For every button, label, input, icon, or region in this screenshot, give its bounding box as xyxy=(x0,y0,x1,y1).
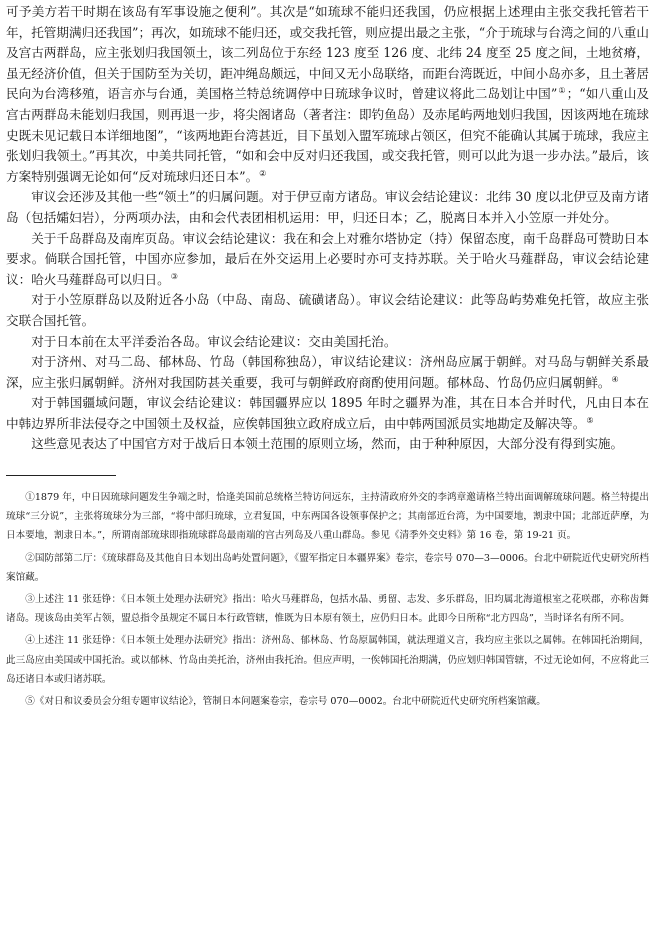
footnote-1 xyxy=(6,488,649,546)
footnote-5 xyxy=(6,692,649,711)
footnote-text: 《对日和议委员会分组专题审议结论》，管制日本问题案卷宗，卷宗号 070—0002。台北中研院近代史研究所档案馆藏。 xyxy=(34,696,546,708)
p1-text-1: 可予美方若干时期在该岛有军事设施之便利”。其次是“如琉球不能归还我国，仍应根据上述理由主张交我托管若干年，托管期满归还我国”；再次，如琉球不能归还，或交我托管，则应提出最之主张，“介于琉球与台湾之间的八重山及宫古两群岛，应主张划归我国领土，该二列岛位于东经 123 度至 126 度、北纬 24 度至 25 度之间，土地贫瘠，虽无经济价值，但关于国防至为关切，距冲绳岛颇远，中间又无小岛联络，而距台湾既近，中间小岛亦多，且土著居民向为台湾移殖，语言亦与台通，美国格兰特总统调停中日琉球争议时，曾建议将此二岛划让中国” xyxy=(6,4,649,102)
footnotes xyxy=(6,488,649,711)
paragraph-p7 xyxy=(6,393,649,434)
p2-text: 审议会还涉及其他一些“领土”的归属问题。对于伊豆南方诸岛。审议会结论建议：北纬 30 度以北伊豆及南方诸岛（包括孀妇岩），分两项办法，由和会代表团相机运用：甲，归还日本；乙，脱离日本并入小笠原一并处分。 xyxy=(6,189,649,225)
p5-text: 对于日本前在太平洋委治各岛。审议会结论建议：交由美国托治。 xyxy=(31,333,397,349)
paragraph-p8 xyxy=(6,434,649,455)
footnote-mark: ② xyxy=(25,552,35,564)
footnote-text: 国防部第二厅：《琉球群岛及其他自日本划出岛屿处置问题》，《盟军指定日本疆界案》卷宗，卷宗号 070—3—0006。台北中研院近代史研究所档案馆藏。 xyxy=(6,552,650,583)
paragraph-p1 xyxy=(6,2,649,187)
footnote-mark: ① xyxy=(25,492,35,504)
paragraph-p3 xyxy=(6,229,649,291)
footnote-2 xyxy=(6,549,649,587)
footnote-mark: ④ xyxy=(25,635,35,647)
footnote-text: 上述注 11 张廷铮：《日本领土处理办法研究》指出：哈火马薤群岛，包括水晶、勇留、志发、多乐群岛，旧均属北海道根室之花咲郡，亦称齿舞诸岛。现该岛由美军占领，盟总指令虽规定不属日本行政管辖，惟既为日本原有领土，应仍归日本。此即今日所称“北方四岛”，当时译名有所不同。 xyxy=(6,594,649,625)
p6-text: 对于济州、对马二岛、郁林岛、竹岛（韩国称独岛），审议结论建议：济州岛应属于朝鲜。对马岛与朝鲜关系最深，应主张归属朝鲜。济州对我国防甚关重要，我可与朝鲜政府商酌使用问题。郁林岛、竹岛仍应归属朝鲜。 xyxy=(6,354,649,390)
footnote-3 xyxy=(6,590,649,628)
paragraph-p4 xyxy=(6,290,649,331)
footnote-text: 上述注 11 张廷铮：《日本领土处理办法研究》指出：济州岛、郁林岛、竹岛原属韩国，就法理道义言，我均应主张以之属韩。在韩国托治期间，此三岛应由美国或中国托治。或以郁林、竹岛由美托治，济州由我托治。但应声明，一俟韩国托治期满，仍应划归韩国管辖，不过无论如何，不应将此三岛还诸日本或归诸苏联。 xyxy=(6,635,649,685)
footnote-4 xyxy=(6,631,649,689)
footnote-ref-3: ③ xyxy=(170,271,178,281)
footnote-ref-2: ② xyxy=(259,168,267,178)
footnote-divider xyxy=(6,475,116,476)
footnote-mark: ③ xyxy=(25,594,35,606)
paragraph-p5 xyxy=(6,332,649,353)
paragraph-p2 xyxy=(6,187,649,228)
p4-text: 对于小笠原群岛以及附近各小岛（中岛、南岛、硫磺诸岛）。审议会结论建议：此等岛屿势难免托管，故应主张交联合国托管。 xyxy=(6,292,649,328)
main-text xyxy=(6,2,649,455)
footnote-ref-4: ④ xyxy=(611,374,619,384)
footnote-ref-1: ① xyxy=(558,86,566,96)
footnote-text: 1879 年，中日因琉球问题发生争端之时，恰逢美国前总统格兰特访问远东，主持清政府外交的李鸿章邀请格兰特出面调解琉球问题。格兰特提出琉球“三分说”，主张将琉球分为三部，“将中部归琉球，立君复国，中东两国各设领事保护之；其南部近台湾，为中国要地，割隶中国；北部近萨摩，为日本要地，割隶日本。”，所谓南部琉球即指琉球群岛最南端的宫古列岛及八重山群岛。参见《清季外交史料》第 16 卷，第 19-21 页。 xyxy=(6,492,650,542)
p8-text: 这些意见表达了中国官方对于战后日本领土范围的原则立场，然而，由于种种原因，大部分没有得到实施。 xyxy=(31,436,624,452)
p1-text-2: ；“如八重山及宫古两群岛未能划归我国，则再退一步，将尖阁诸岛（著者注：即钓鱼岛）及赤尾屿两地划归我国，因该两地在琉球史既未见记载日本详细地图”，“该两地距台湾甚近，目下虽划入盟军琉球占领区，但究不能确认其属于琉球，我应主张划归我领土。”再其次，中美共同托管，“如和会中反对归还我国，或交我托管，则可以此为退一步办法。”最后，该方案特别强调无论如何“反对琉球归还日本”。 xyxy=(6,86,649,184)
footnote-mark: ⑤ xyxy=(25,696,35,708)
p3-text: 关于千岛群岛及南库页岛。审议会结论建议：我在和会上对雅尔塔协定（持）保留态度，南千岛群岛可赞助日本要求。倘联合国托管，中国亦应参加，最后在外交运用上必要时亦可支持苏联。关于哈火马薤群岛，审议会结论建议：哈火马薤群岛可以归日。 xyxy=(6,230,649,287)
paragraph-p6 xyxy=(6,352,649,393)
p7-text: 对于韩国疆域问题，审议会结论建议：韩国疆界应以 1895 年时之疆界为准，其在日本合并时代，凡由日本在中韩边界所非法侵夺之中国领土及权益，应俟韩国独立政府成立后，由中韩两国派员实地勘定及解决等。 xyxy=(6,395,649,431)
footnote-ref-5: ⑤ xyxy=(586,415,594,425)
